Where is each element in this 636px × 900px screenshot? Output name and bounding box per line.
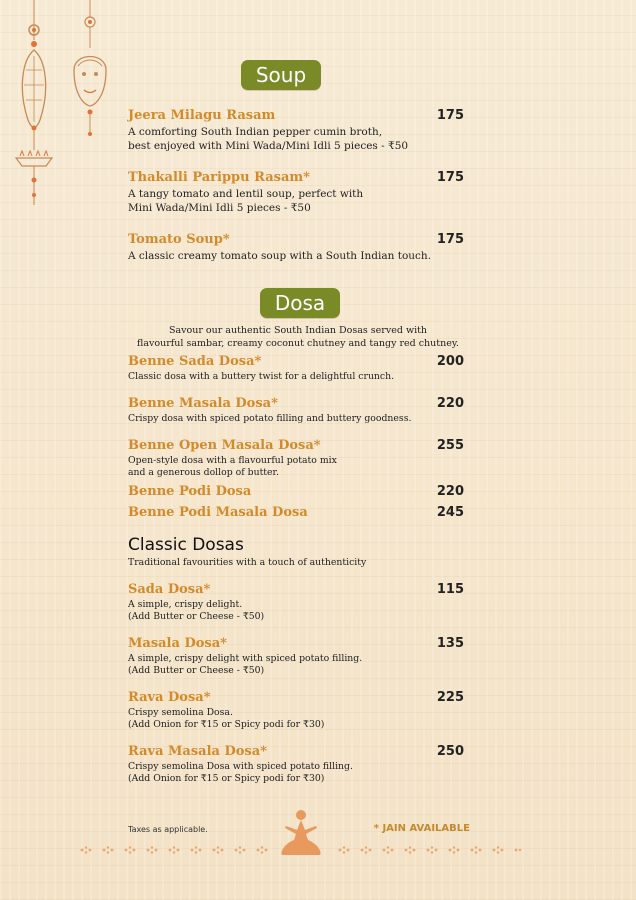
soup-item-price: 175	[436, 170, 464, 185]
hanging-lamp-icon	[8, 0, 68, 210]
dosa-item-price: 255	[436, 438, 464, 453]
soup-item-desc: Mini Wada/Mini Idli 5 pieces - ₹50	[128, 202, 311, 214]
classic-item-price: 225	[436, 690, 464, 705]
dosa-item-desc: and a generous dollop of butter.	[128, 467, 279, 478]
soup-item-name: Jeera Milagu Rasam	[128, 108, 276, 123]
classic-item-desc: Crispy semolina Dosa with spiced potato filling.	[128, 761, 353, 772]
soup-item-name: Tomato Soup*	[128, 232, 230, 247]
taxes-note: Taxes as applicable.	[128, 825, 208, 834]
dosa-item-price: 220	[436, 396, 464, 411]
classic-item-desc: Crispy semolina Dosa.	[128, 707, 233, 718]
dosa-item-name: Benne Podi Dosa	[128, 484, 252, 499]
dosa-item-price: 220	[436, 484, 464, 499]
classic-item-name: Rava Masala Dosa*	[128, 744, 267, 759]
classic-item-desc: A simple, crispy delight with spiced potato filling.	[128, 653, 363, 664]
classic-item-desc: (Add Onion for ₹15 or Spicy podi for ₹30)	[128, 719, 325, 730]
kathakali-face-icon	[68, 0, 112, 140]
classic-item-name: Sada Dosa*	[128, 582, 211, 597]
dosa-item-price: 245	[436, 505, 464, 520]
dosa-item-name: Benne Sada Dosa*	[128, 354, 262, 369]
soup-item-desc: A classic creamy tomato soup with a South Indian touch.	[128, 250, 432, 262]
classic-item-price: 115	[436, 582, 464, 597]
dosa-intro-text: Savour our authentic South Indian Dosas served with	[168, 325, 428, 336]
dosa-section-title: Dosa	[260, 288, 340, 318]
dosa-item-name: Benne Podi Masala Dosa	[128, 505, 308, 520]
soup-item-desc: A tangy tomato and lentil soup, perfect with	[128, 188, 364, 200]
classic-item-name: Rava Dosa*	[128, 690, 211, 705]
dosa-item-name: Benne Open Masala Dosa*	[128, 438, 321, 453]
decorative-border	[78, 846, 524, 854]
classic-item-desc: (Add Butter or Cheese - ₹50)	[128, 665, 265, 676]
classic-dosas-title: Classic Dosas	[128, 535, 244, 555]
classic-item-desc: (Add Butter or Cheese - ₹50)	[128, 611, 265, 622]
dosa-intro-text: flavourful sambar, creamy coconut chutney and tangy red chutney.	[137, 338, 459, 349]
classic-item-desc: (Add Onion for ₹15 or Spicy podi for ₹30)	[128, 773, 325, 784]
classic-item-price: 250	[436, 744, 464, 759]
soup-item-name: Thakalli Parippu Rasam*	[128, 170, 310, 185]
soup-item-desc: A comforting South Indian pepper cumin broth,	[128, 126, 383, 138]
classic-item-price: 135	[436, 636, 464, 651]
classic-item-name: Masala Dosa*	[128, 636, 227, 651]
dosa-item-desc: Crispy dosa with spiced potato filling and buttery goodness.	[128, 413, 412, 424]
soup-item-price: 175	[436, 108, 464, 123]
dosa-item-desc: Open-style dosa with a flavourful potato mix	[128, 455, 337, 466]
soup-item-price: 175	[436, 232, 464, 247]
classic-dosas-subtitle: Traditional favourities with a touch of authenticity	[128, 557, 367, 568]
dosa-item-name: Benne Masala Dosa*	[128, 396, 278, 411]
dosa-item-desc: Classic dosa with a buttery twist for a delightful crunch.	[128, 371, 395, 382]
soup-section-title: Soup	[241, 60, 321, 90]
jain-available-note: * JAIN AVAILABLE	[373, 823, 470, 834]
dosa-item-price: 200	[436, 354, 464, 369]
soup-item-desc: best enjoyed with Mini Wada/Mini Idli 5 pieces - ₹50	[128, 140, 409, 152]
classic-item-desc: A simple, crispy delight.	[128, 599, 243, 610]
